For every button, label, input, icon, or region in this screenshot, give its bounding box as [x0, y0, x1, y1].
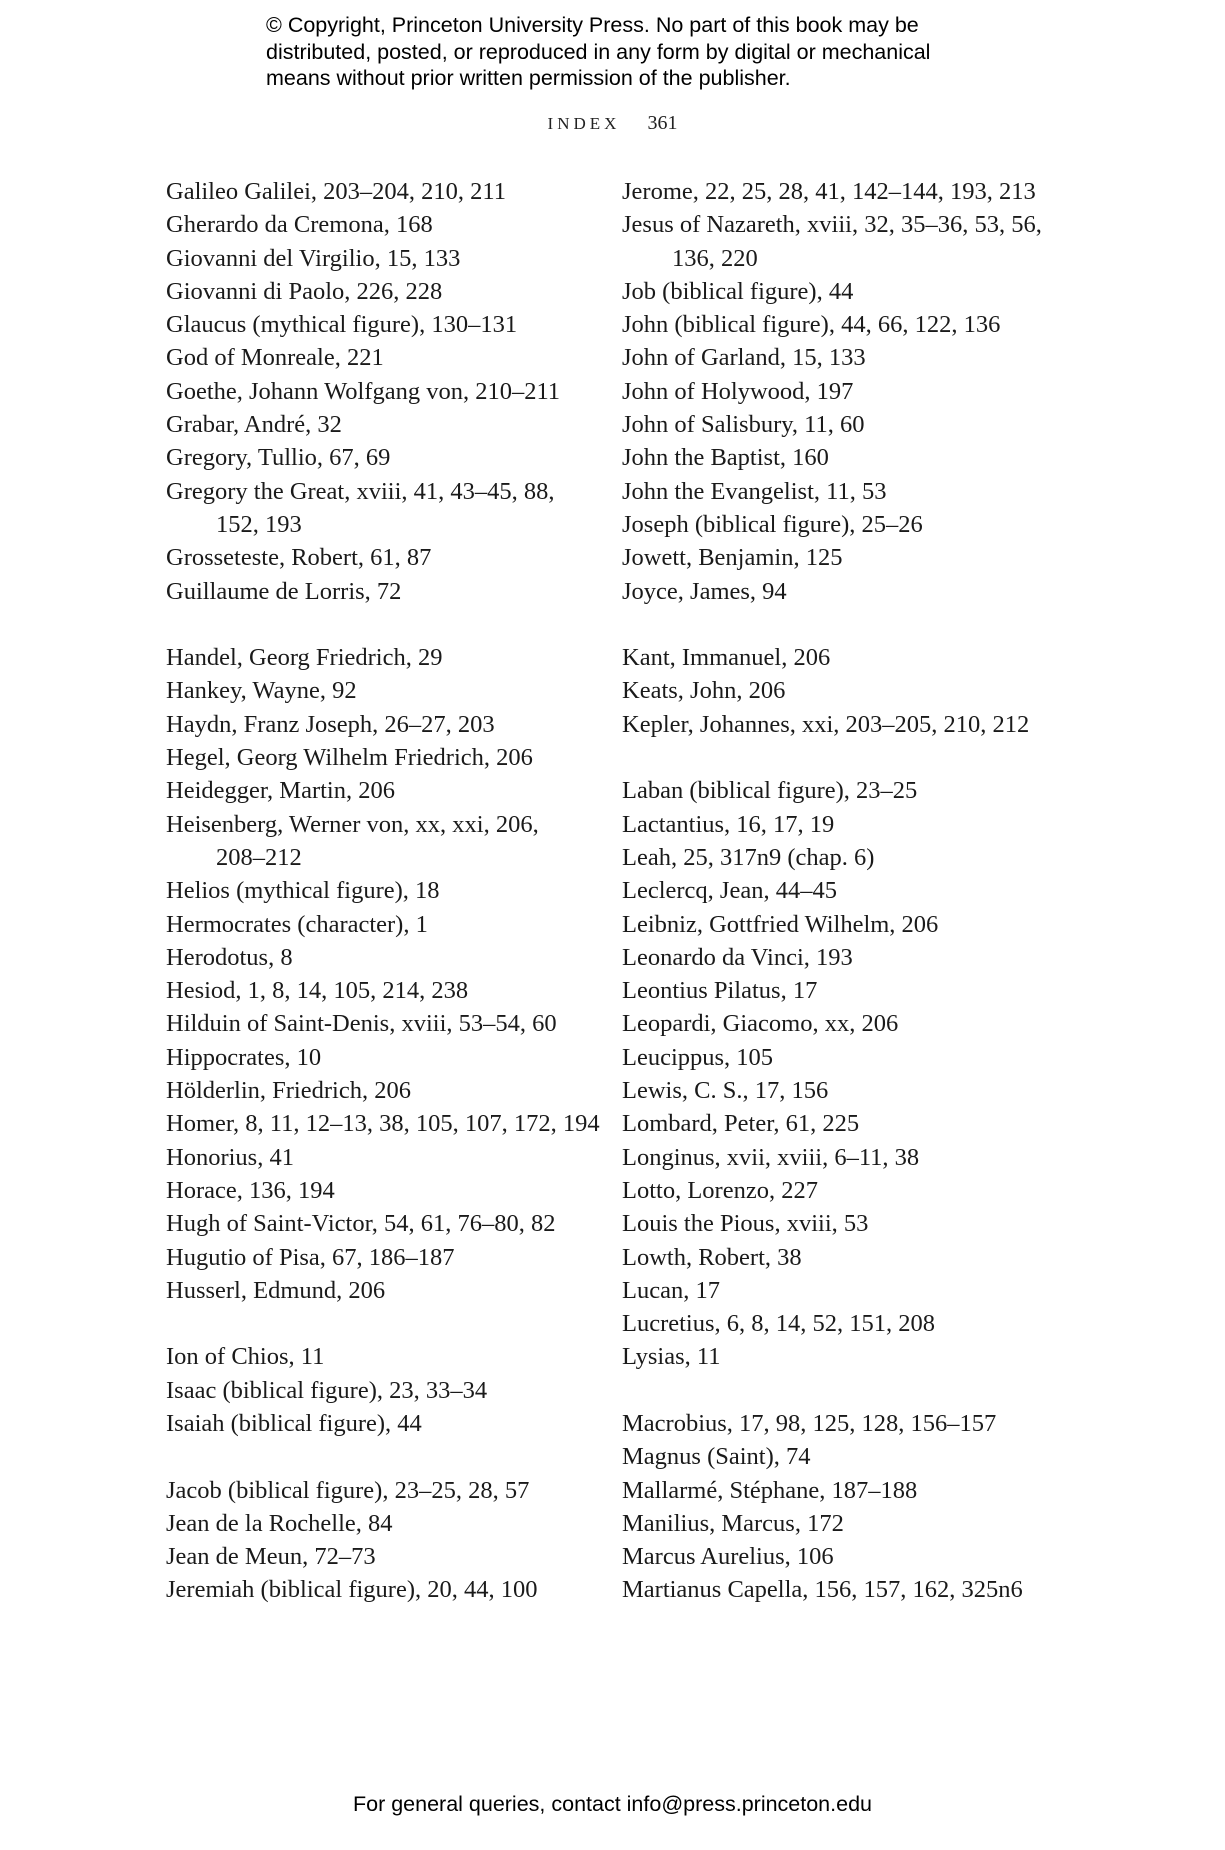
- index-entry-text: Leonardo da Vinci, 193: [622, 943, 853, 971]
- index-entry: [622, 808, 1062, 841]
- index-entry: [622, 908, 1062, 941]
- index-entry-text: Gregory, Tullio, 67, 69: [166, 444, 391, 472]
- copyright-notice: [266, 12, 1026, 92]
- running-head: [0, 112, 1225, 135]
- index-entry: [622, 1041, 1062, 1074]
- index-entry-text: Leucippus, 105: [622, 1043, 774, 1071]
- index-entry-text: Hugutio of Pisa, 67, 186–187: [166, 1243, 455, 1271]
- index-entry-text: Homer, 8, 11, 12–13, 38, 105, 107, 172, 194: [166, 1110, 600, 1138]
- index-entry: [622, 841, 1062, 874]
- index-entry: [622, 475, 1062, 508]
- index-column-left: [166, 175, 606, 1607]
- index-entry: [622, 1174, 1062, 1207]
- index-entry: [622, 1507, 1062, 1540]
- index-entry: [166, 1507, 606, 1540]
- index-entry-text: Gherardo da Cremona, 168: [166, 211, 433, 239]
- index-entry-text: Leclercq, Jean, 44–45: [622, 877, 837, 905]
- index-entry: [166, 1573, 606, 1606]
- index-entry: [622, 1440, 1062, 1473]
- letter-group-gap: [166, 1440, 606, 1473]
- index-entry-text: Husserl, Edmund, 206: [166, 1276, 386, 1304]
- index-entry-text: Herodotus, 8: [166, 943, 293, 971]
- index-entry: [166, 1107, 606, 1140]
- index-entry-text: Galileo Galilei, 203–204, 210, 211: [166, 178, 506, 205]
- page-number: 361: [647, 112, 678, 134]
- index-entry-text: Helios (mythical figure), 18: [166, 877, 440, 905]
- index-entry: [166, 341, 606, 374]
- index-entry: [622, 874, 1062, 907]
- index-entry: [166, 1274, 606, 1307]
- index-entry-text: John of Garland, 15, 133: [622, 344, 866, 372]
- index-entry-text: Hesiod, 1, 8, 14, 105, 214, 238: [166, 977, 469, 1005]
- index-entry: [166, 1207, 606, 1240]
- index-entry: [166, 275, 606, 308]
- index-entry: [166, 908, 606, 941]
- index-entry-text: Lucan, 17: [622, 1276, 720, 1304]
- letter-group-gap: [166, 608, 606, 641]
- index-entry-text: John of Salisbury, 11, 60: [622, 411, 865, 439]
- index-entry: [166, 941, 606, 974]
- letter-group-gap: [622, 1374, 1062, 1407]
- index-entry-text: Lombard, Peter, 61, 225: [622, 1110, 860, 1138]
- index-entry-continuation: 152, 193: [216, 510, 302, 538]
- index-entry: [622, 974, 1062, 1007]
- index-entry: [622, 941, 1062, 974]
- index-entry-text: John of Holywood, 197: [622, 377, 854, 405]
- index-entry: [166, 641, 606, 674]
- footer-contact: For general queries, contact info@press.princeton.edu: [352, 1792, 872, 1816]
- index-entry: [622, 1107, 1062, 1140]
- index-entry: [622, 1141, 1062, 1174]
- index-entry-text: Leopardi, Giacomo, xx, 206: [622, 1010, 899, 1038]
- index-entry-text: God of Monreale, 221: [166, 344, 384, 372]
- index-entry: [166, 774, 606, 807]
- index-entry-text: Jean de Meun, 72–73: [166, 1543, 376, 1571]
- index-entry: [166, 1374, 606, 1407]
- index-entry: [622, 674, 1062, 707]
- index-entry-text: Job (biblical figure), 44: [622, 277, 854, 305]
- index-entry-text: Honorius, 41: [166, 1143, 294, 1171]
- index-entry-text: Longinus, xvii, xviii, 6–11, 38: [622, 1143, 920, 1171]
- index-entry: [166, 1041, 606, 1074]
- index-entry-text: Jean de la Rochelle, 84: [166, 1509, 393, 1537]
- index-entry-text: Giovanni di Paolo, 226, 228: [166, 277, 443, 305]
- index-entry: [622, 708, 1062, 741]
- index-entry: [622, 441, 1062, 474]
- index-entry-text: Manilius, Marcus, 172: [622, 1509, 844, 1537]
- index-entry: [166, 1174, 606, 1207]
- index-entry-text: Gregory the Great, xviii, 41, 43–45, 88,: [166, 477, 555, 505]
- copyright-line: distributed, posted, or reproduced in any form by digital or mechanical: [266, 39, 931, 64]
- index-entry: [166, 674, 606, 707]
- index-entry-text: Lactantius, 16, 17, 19: [622, 810, 835, 838]
- index-entry: [166, 1074, 606, 1107]
- index-entry: [166, 708, 606, 741]
- index-entry: [166, 1540, 606, 1573]
- index-entry-text: Ion of Chios, 11: [166, 1343, 325, 1371]
- index-entry: [622, 1407, 1062, 1440]
- index-entry-text: Glaucus (mythical figure), 130–131: [166, 311, 518, 339]
- index-entry: [622, 1241, 1062, 1274]
- index-entry: [166, 541, 606, 574]
- index-entry-text: Lucretius, 6, 8, 14, 52, 151, 208: [622, 1310, 936, 1338]
- index-entry-text: Kepler, Johannes, xxi, 203–205, 210, 212: [622, 710, 1030, 738]
- index-entry: [166, 808, 606, 875]
- index-entry-text: Lotto, Lorenzo, 227: [622, 1176, 818, 1204]
- index-entry-text: Grabar, André, 32: [166, 411, 342, 439]
- index-entry: [622, 1074, 1062, 1107]
- index-entry: [166, 308, 606, 341]
- index-entry-text: Jerome, 22, 25, 28, 41, 142–144, 193, 213: [622, 178, 1036, 205]
- index-entry-text: Haydn, Franz Joseph, 26–27, 203: [166, 710, 495, 738]
- index-entry: [166, 242, 606, 275]
- index-entry: [166, 1007, 606, 1040]
- index-entry: [166, 1407, 606, 1440]
- index-entry-text: Horace, 136, 194: [166, 1176, 335, 1204]
- index-entry: [622, 508, 1062, 541]
- index-entry-text: Hugh of Saint-Victor, 54, 61, 76–80, 82: [166, 1210, 556, 1238]
- index-entry-text: Leibniz, Gottfried Wilhelm, 206: [622, 910, 939, 938]
- index-entry: [166, 375, 606, 408]
- index-entry: [166, 1474, 606, 1507]
- index-entry-text: Kant, Immanuel, 206: [622, 644, 831, 672]
- index-entry-text: Lysias, 11: [622, 1343, 721, 1371]
- index-entry: [166, 1340, 606, 1373]
- copyright-line: means without prior written permission of the publisher.: [266, 66, 791, 90]
- index-entry-text: Leontius Pilatus, 17: [622, 977, 818, 1005]
- index-entry: [622, 275, 1062, 308]
- index-entry: [622, 1573, 1062, 1606]
- index-entry: [166, 441, 606, 474]
- letter-group-gap: [622, 741, 1062, 774]
- index-entry-text: Magnus (Saint), 74: [622, 1443, 811, 1471]
- index-entry: [166, 175, 606, 208]
- index-entry-text: Joseph (biblical figure), 25–26: [622, 510, 923, 538]
- index-entry-text: Hankey, Wayne, 92: [166, 677, 357, 705]
- index-entry-text: John (biblical figure), 44, 66, 122, 136: [622, 311, 1001, 339]
- index-entry: [622, 575, 1062, 608]
- index-entry: [166, 575, 606, 608]
- index-entry: [166, 408, 606, 441]
- index-entry-text: Guillaume de Lorris, 72: [166, 577, 402, 605]
- index-entry-text: Giovanni del Virgilio, 15, 133: [166, 244, 461, 272]
- index-entry-text: Hilduin of Saint-Denis, xviii, 53–54, 60: [166, 1010, 557, 1038]
- index-entry-text: Goethe, Johann Wolfgang von, 210–211: [166, 377, 561, 405]
- index-entry-text: Jeremiah (biblical figure), 20, 44, 100: [166, 1576, 538, 1604]
- index-entry: [622, 1274, 1062, 1307]
- index-entry: [166, 1241, 606, 1274]
- index-entry-text: Isaiah (biblical figure), 44: [166, 1409, 422, 1437]
- index-entry-text: Marcus Aurelius, 106: [622, 1543, 834, 1571]
- index-entry-text: Lewis, C. S., 17, 156: [622, 1077, 829, 1105]
- index-entry: [622, 774, 1062, 807]
- index-entry-text: Jowett, Benjamin, 125: [622, 544, 843, 572]
- index-entry: [622, 641, 1062, 674]
- index-column-right: [622, 175, 1062, 1607]
- index-entry-text: Heisenberg, Werner von, xx, xxi, 206,: [166, 810, 539, 838]
- index-entry: [622, 308, 1062, 341]
- index-entry: [166, 208, 606, 241]
- index-entry: [166, 741, 606, 774]
- index-entry-continuation: 208–212: [216, 843, 302, 871]
- index-entry: [622, 208, 1062, 275]
- letter-group-gap: [622, 608, 1062, 641]
- index-entry: [622, 1307, 1062, 1340]
- index-entry-text: Hermocrates (character), 1: [166, 910, 428, 938]
- index-entry-text: Isaac (biblical figure), 23, 33–34: [166, 1376, 488, 1404]
- index-entry-text: Jacob (biblical figure), 23–25, 28, 57: [166, 1476, 530, 1504]
- index-entry-text: Leah, 25, 317n9 (chap. 6): [622, 843, 875, 871]
- index-entry-text: Heidegger, Martin, 206: [166, 777, 395, 805]
- index-entry: [622, 1007, 1062, 1040]
- index-entry-text: Joyce, James, 94: [622, 577, 787, 605]
- index-entry-text: Macrobius, 17, 98, 125, 128, 156–157: [622, 1409, 997, 1437]
- index-entry: [166, 1141, 606, 1174]
- index-entry: [166, 974, 606, 1007]
- index-entry-text: John the Evangelist, 11, 53: [622, 477, 887, 505]
- index-entry-text: Handel, Georg Friedrich, 29: [166, 644, 443, 672]
- index-entry-text: Hölderlin, Friedrich, 206: [166, 1077, 411, 1105]
- index-entry-text: Hegel, Georg Wilhelm Friedrich, 206: [166, 744, 533, 772]
- index-entry-text: Laban (biblical figure), 23–25: [622, 777, 918, 805]
- index-entry: [622, 1540, 1062, 1573]
- index-entry: [622, 1340, 1062, 1373]
- index-entry-text: Grosseteste, Robert, 61, 87: [166, 544, 432, 572]
- copyright-line: © Copyright, Princeton University Press. No part of this book may be: [266, 13, 919, 37]
- running-head-label: INDEX: [547, 114, 621, 133]
- index-entry-text: Louis the Pious, xviii, 53: [622, 1210, 869, 1238]
- index-entry: [622, 541, 1062, 574]
- index-entry-text: Lowth, Robert, 38: [622, 1243, 802, 1271]
- index-entry: [622, 341, 1062, 374]
- index-entry: [166, 874, 606, 907]
- letter-group-gap: [166, 1307, 606, 1340]
- index-entry: [622, 1207, 1062, 1240]
- index-entry: [166, 475, 606, 542]
- index-entry-text: Martianus Capella, 156, 157, 162, 325n6: [622, 1576, 1023, 1604]
- index-entry-text: Jesus of Nazareth, xviii, 32, 35–36, 53, 56,: [622, 211, 1042, 239]
- index-entry: [622, 408, 1062, 441]
- index-entry-text: Mallarmé, Stéphane, 187–188: [622, 1476, 918, 1504]
- index-entry: [622, 175, 1062, 208]
- index-entry-text: John the Baptist, 160: [622, 444, 829, 472]
- index-entry-continuation: 136, 220: [672, 244, 758, 272]
- index-entry: [622, 1474, 1062, 1507]
- index-entry-text: Keats, John, 206: [622, 677, 786, 705]
- index-entry-text: Hippocrates, 10: [166, 1043, 322, 1071]
- index-entry: [622, 375, 1062, 408]
